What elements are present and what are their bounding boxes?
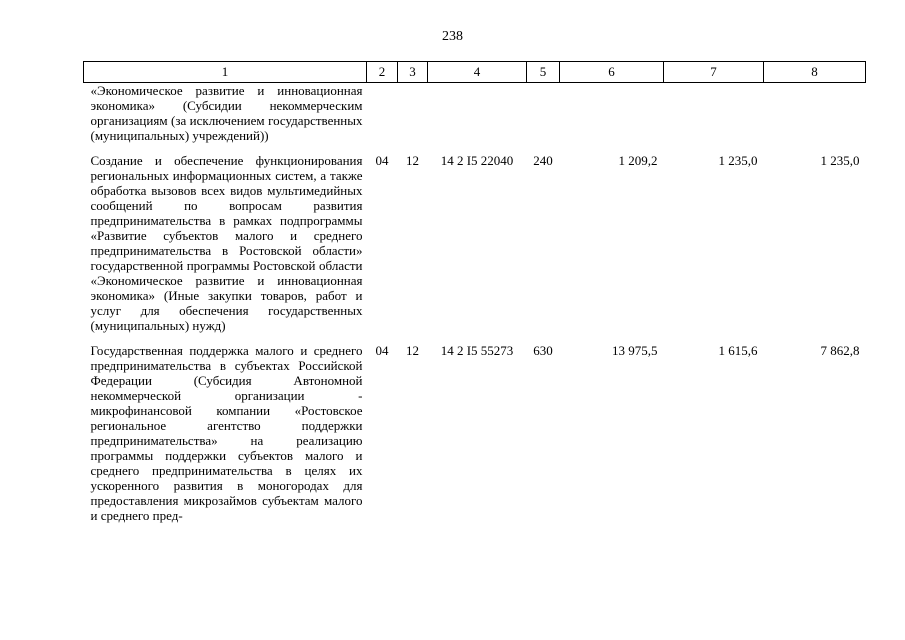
header-col-4: 4 xyxy=(428,62,527,83)
header-col-6: 6 xyxy=(560,62,664,83)
row-section: 04 xyxy=(375,343,389,358)
row-amount-2 xyxy=(664,83,764,146)
row-description: «Экономическое развитие и инновационная экономика» (Субсидии некоммерческим организациям (за исключением государственных (муниципальных) учреждений)) xyxy=(90,83,363,143)
row-description: Создание и обеспечение функционирования региональных информационных систем, а также обработка вызовов всех видов мультимедийных сообщений по вопросам развития предпринимательства в рамках подпрограммы «Развитие субъектов малого и среднего предпринимательства в Ростовской области» государственной программы Ростовской области «Экономическое развитие и инновационная экономика» (Иные закупки товаров, работ и услуг для обеспечения государственных (муниципальных) нужд) xyxy=(90,153,363,333)
row-section xyxy=(367,83,398,146)
row-subsection: 12 xyxy=(406,153,419,168)
row-amount-3 xyxy=(764,83,866,146)
row-amount-3: 1 235,0 xyxy=(820,153,860,168)
row-expense-type xyxy=(527,83,560,146)
header-col-2: 2 xyxy=(367,62,398,83)
row-subsection xyxy=(398,83,428,146)
row-amount-2: 1 615,6 xyxy=(718,343,758,358)
header-col-5: 5 xyxy=(527,62,560,83)
row-description: Государственная поддержка малого и среднего предпринимательства в субъектах Российской Федерации (Субсидия Автономной некоммерческой организации - микрофинансовой компании «Ростовское региональное агентство поддержки предпринимательства» на реализацию программы поддержки субъектов малого и среднего предпринимательства в целях их ускоренного развития в моногородах для предоставления микрозаймов субъектам малого и среднего пред- xyxy=(90,343,363,523)
row-amount-3: 7 862,8 xyxy=(820,343,860,358)
row-section: 04 xyxy=(375,153,389,168)
row-subsection: 12 xyxy=(406,343,419,358)
row-amount-2: 1 235,0 xyxy=(718,153,758,168)
row-target-code xyxy=(428,83,527,146)
table-row xyxy=(84,145,866,335)
row-amount-1: 13 975,5 xyxy=(612,343,658,358)
table-header-row xyxy=(84,62,866,83)
row-target-code: 14 2 I5 55273 xyxy=(440,343,514,358)
header-col-7: 7 xyxy=(664,62,764,83)
row-expense-type: 240 xyxy=(533,153,553,168)
budget-table xyxy=(83,61,866,525)
row-amount-1 xyxy=(560,83,664,146)
row-target-code: 14 2 I5 22040 xyxy=(440,153,514,168)
row-amount-1: 1 209,2 xyxy=(618,153,658,168)
header-col-8: 8 xyxy=(764,62,866,83)
table-row xyxy=(84,83,866,146)
table-row xyxy=(84,335,866,525)
header-col-3: 3 xyxy=(398,62,428,83)
row-expense-type: 630 xyxy=(533,343,553,358)
header-col-1: 1 xyxy=(84,62,367,83)
page-number: 238 xyxy=(442,29,463,44)
